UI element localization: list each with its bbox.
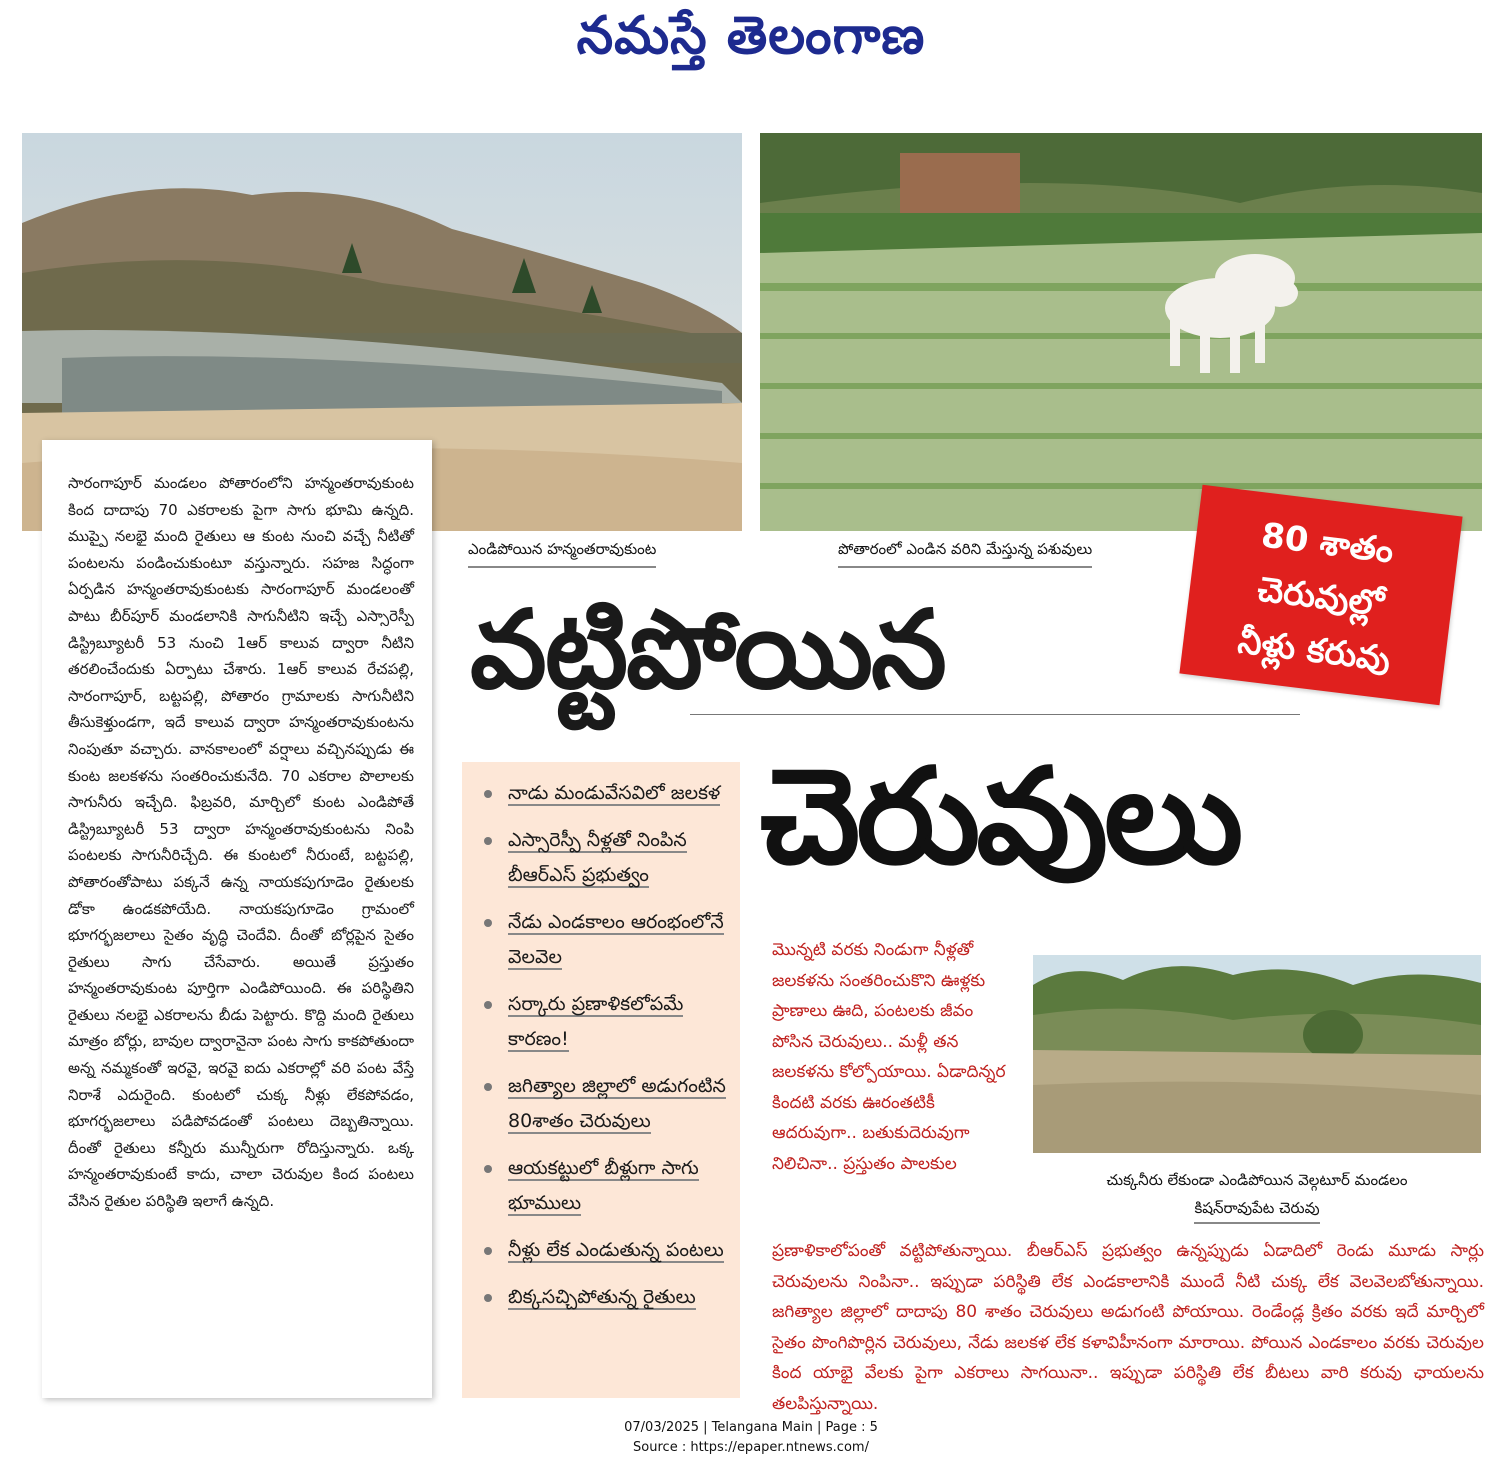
headline-divider: [690, 714, 1300, 715]
highlight-item: బిక్కసచ్చిపోతున్న రైతులు: [484, 1280, 740, 1315]
highlight-item: నాడు మండువేసవిలో జలకళ: [484, 776, 740, 811]
dry-tank-caption-line-2: కిషన్‌రావుపేట చెరువు: [1194, 1194, 1319, 1224]
highlight-item: ఎస్సారెస్పీ నీళ్లతో నింపిన బీఆర్ఎస్ ప్రభుత్వం: [484, 823, 740, 893]
masthead-logo: నమస్తే తెలంగాణ: [576, 6, 926, 66]
highlight-item: నీళ్లు లేక ఎండుతున్న పంటలు: [484, 1233, 740, 1268]
badge-line-3: నీళ్లు కరువు: [1235, 621, 1393, 680]
dry-tank-caption: [1033, 1166, 1481, 1224]
highlights-box: [462, 762, 740, 1398]
right-article-body: ప్రణాళికాలోపంతో వట్టిపోతున్నాయి. బీఆర్ఎస్ ప్రభుత్వం ఉన్నప్పుడు ఏడాదిలో రెండు మూడు సార్లు చెరువులను నింపినా.. ఇప్పుడా పరిస్థితి లేక ఎండకాలానికి ముందే నీటి చుక్క లేక వెలవెలబోతున్నాయి. జగిత్యాల జిల్లాలో దాదాపు 80 శాతం చెరువులు అడుగంటి పోయాయి. రెండేండ్ల క్రితం వరకు ఇదే మార్చిలో సైతం పొంగిపొర్లిన చెరువులు, నేడు జలకళ లేక కళావిహీనంగా మారాయి. పోయిన ఎండకాలం వరకు చెరువుల కింద యాభై వేలకు పైగా ఎకరాలు సాగయినా.. ఇప్పుడా పరిస్థితి లేక బీటలు వారి కరువు ఛాయలను తలపిస్తున్నాయి.: [772, 1241, 1484, 1414]
badge-line-1: 80 శాతం: [1258, 515, 1396, 572]
cattle-caption: పోతారంలో ఎండిన వరిని మేస్తున్న పశువులు: [838, 540, 1092, 568]
highlight-item: జగిత్యాల జిల్లాలో అడుగంటిన 80శాతం చెరువులు: [484, 1069, 740, 1139]
reservoir-caption: ఎండిపోయిన హన్మంతరావుకుంట: [468, 540, 656, 568]
statistic-badge: [1179, 485, 1462, 706]
left-article-box: [42, 440, 432, 1398]
cattle-paddy-photo: [760, 133, 1482, 531]
right-article-intro: మొన్నటి వరకు నిండుగా నీళ్లతో జలకళను సంతరించుకొని ఊళ్లకు ప్రాణాలు ఊది, పంటలకు జీవం పోసిన చెరువులు.. మళ్లీ తన జలకళను కోల్పోయాయి. ఏడాదిన్నర కిందటి వరకు ఊరంతటికీ ఆదరువుగా.. బతుకుదెరువుగా నిలిచినా.. ప్రస్తుతం పాలకుల: [772, 940, 1006, 1174]
page-footer: [0, 1418, 1502, 1458]
footer-source: Source : https://epaper.ntnews.com/: [633, 1440, 869, 1455]
footer-date-page: 07/03/2025 | Telangana Main | Page : 5: [624, 1420, 878, 1435]
headline-line-1: వట్టిపోయిన: [470, 588, 945, 713]
highlight-item: నేడు ఎండకాలం ఆరంభంలోనే వెలవెల: [484, 905, 740, 975]
left-article-body: సారంగాపూర్ మండలం పోతారంలోని హన్మంతరావుకుంట కింద దాదాపు 70 ఎకరాలకు పైగా సాగు భూమి ఉన్నది. ముప్పై నలభై మంది రైతులు ఆ కుంట నుంచి వచ్చే నీటితో పంటలను పండించుకుంటూ వస్తున్నారు. సహజ సిద్ధంగా ఏర్పడిన హన్మంతరావుకుంటకు సారంగాపూర్ మండలంతో పాటు బీర్‌పూర్ మండలానికి సాగునీటిని ఇచ్చే ఎస్సారెస్పీ డిస్ట్రిబ్యూటరీ 53 నుంచి 1ఆర్ కాలువ ద్వారా నీటిని తరలించేందుకు ఏర్పాటు చేశారు. 1ఆర్ కాలువ రేచపల్లి, సారంగాపూర్, బట్టపల్లి, పోతారం గ్రామాలకు సాగునీటిని తీసుకెళ్తుండగా, ఇదే కాలువ ద్వారా హన్మంతరావుకుంటను నింపుతూ వచ్చారు. వానకాలంలో వర్షాలు వచ్చినప్పుడు ఈ కుంట జలకళను సంతరించుకునేది. 70 ఎకరాల పొలాలకు సాగునీరు ఇచ్చేది. ఫిబ్రవరి, మార్చిలో కుంట ఎండిపోతే డిస్ట్రిబ్యూటరీ 53 ద్వారా హన్మంతరావుకుంటను నింపి పంటలకు సాగునీరిచ్చేది. ఈ కుంటలో నీరుంటే, బట్టపల్లి, పోతారంతోపాటు పక్కనే ఉన్న నాయకపుగూడెం రైతులకు డోకా ఉండకపోయేది. నాయకపుగూడెం గ్రామంలో భూగర్భజలాలు సైతం వృద్ధి చెందేవి. దీంతో బోర్లపైన సైతం రైతులు సాగు చేసేవారు. అయితే ప్రస్తుతం హన్మంతరావుకుంట పూర్తిగా ఎండిపోయింది. ఈ పరిస్థితిని రైతులు నలభై ఎకరాలను బీడు పెట్టారు. కొద్ది మంది రైతులు మాత్రం బోర్లు, బావుల ద్వారానైనా పంట సాగు కాకపోతుందా అన్న నమ్మకంతో ఇరవై, ఇరవై ఐదు ఎకరాల్లో వరి పంట వేస్తే నిరాశే ఎదురైంది. కుంటలో చుక్క నీళ్లు లేకపోవడం, భూగర్భజలాలు పడిపోవడంతో పంటలు దెబ్బతిన్నాయి. దీంతో రైతులు కన్నీరు మున్నీరుగా రోదిస్తున్నారు. ఒక్క హన్మంతరావుకుంటే కాదు, చాలా చెరువుల కింద పంటలు వేసిన రైతుల పరిస్థితి ఇలాగే ఉన్నది.: [68, 474, 414, 1211]
highlight-item: ఆయకట్టులో బీళ్లుగా సాగు భూములు: [484, 1151, 740, 1221]
headline-line-2: చెరువులు: [760, 740, 1240, 894]
highlight-item: సర్కారు ప్రణాళికలోపమే కారణం!: [484, 987, 740, 1057]
dry-tank-photo: [1033, 955, 1481, 1153]
dry-tank-caption-line-1: చుక్కనీరు లేకుండా ఎండిపోయిన వెల్గటూర్ మండలం: [1106, 1171, 1408, 1189]
highlights-list: [462, 762, 740, 1315]
badge-line-2: చెరువుల్లో: [1255, 569, 1387, 625]
